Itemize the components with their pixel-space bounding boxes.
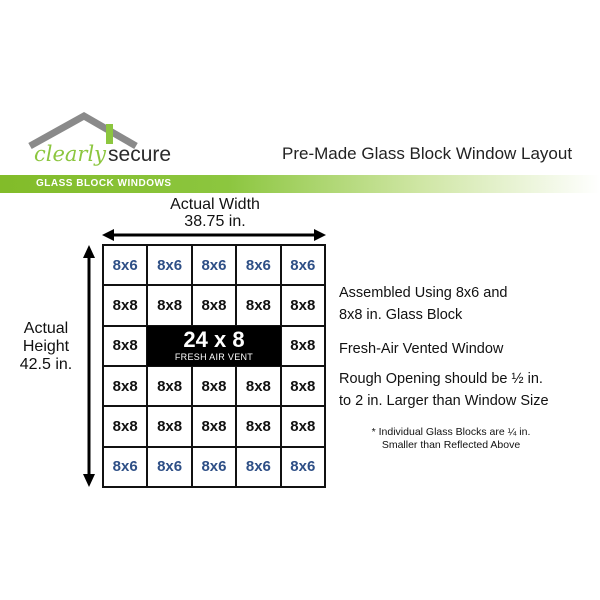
assembled-note <box>339 282 507 326</box>
vented-note: Fresh-Air Vented Window <box>339 341 504 357</box>
footnote-line1: * Individual Glass Blocks are ¼ in. <box>371 426 531 438</box>
footnote-line2: Smaller than Reflected Above <box>381 439 521 451</box>
vent-size: 24 x 8 <box>183 326 245 352</box>
block-8x8: 8x8 <box>147 285 191 325</box>
height-value: 42.5 in. <box>19 356 73 373</box>
block-8x6: 8x6 <box>192 245 236 285</box>
block-8x8: 8x8 <box>281 326 325 366</box>
width-title: Actual Width <box>170 196 260 213</box>
fresh-air-vent <box>147 326 280 366</box>
block-8x6: 8x6 <box>147 447 191 487</box>
block-8x6: 8x6 <box>147 245 191 285</box>
block-8x8: 8x8 <box>103 406 147 446</box>
block-size-footnote <box>330 426 572 452</box>
block-8x8: 8x8 <box>281 366 325 406</box>
block-8x8: 8x8 <box>147 406 191 446</box>
block-8x8: 8x8 <box>236 366 280 406</box>
block-8x8: 8x8 <box>192 406 236 446</box>
block-8x6: 8x6 <box>103 245 147 285</box>
block-8x8: 8x8 <box>236 285 280 325</box>
block-8x6: 8x6 <box>192 447 236 487</box>
assembled-line1: Assembled Using 8x6 and <box>339 285 508 301</box>
rough-line2: to 2 in. Larger than Window Size <box>339 393 549 409</box>
rough-opening-note <box>339 368 549 412</box>
block-8x8: 8x8 <box>103 326 147 366</box>
height-title-line2: Height <box>22 338 70 355</box>
block-8x6: 8x6 <box>236 245 280 285</box>
actual-width-label <box>140 196 290 230</box>
rough-line1: Rough Opening should be ½ in. <box>339 371 543 387</box>
height-arrow <box>83 245 95 487</box>
block-8x6: 8x6 <box>103 447 147 487</box>
actual-height-label <box>14 320 78 374</box>
brand-logo <box>34 144 171 165</box>
assembled-line2: 8x8 in. Glass Block <box>339 307 463 323</box>
logo-word-secure: secure <box>108 143 172 166</box>
block-8x6: 8x6 <box>281 447 325 487</box>
block-8x8: 8x8 <box>103 285 147 325</box>
block-8x8: 8x8 <box>236 406 280 446</box>
width-arrow <box>102 229 326 241</box>
block-8x8: 8x8 <box>147 366 191 406</box>
height-title-line1: Actual <box>23 320 69 337</box>
page-title: Pre-Made Glass Block Window Layout <box>282 144 573 163</box>
block-8x8: 8x8 <box>103 366 147 406</box>
block-8x8: 8x8 <box>192 366 236 406</box>
glass-block-grid <box>102 244 326 488</box>
logo-word-clearly: clearly <box>34 142 107 166</box>
block-8x8: 8x8 <box>281 285 325 325</box>
brand-header <box>0 0 600 200</box>
brand-tagline: GLASS BLOCK WINDOWS <box>36 178 172 189</box>
block-8x6: 8x6 <box>236 447 280 487</box>
vent-label: FRESH AIR VENT <box>174 351 254 362</box>
block-8x8: 8x8 <box>192 285 236 325</box>
block-8x8: 8x8 <box>281 406 325 446</box>
block-8x6: 8x6 <box>281 245 325 285</box>
width-value: 38.75 in. <box>184 213 246 230</box>
